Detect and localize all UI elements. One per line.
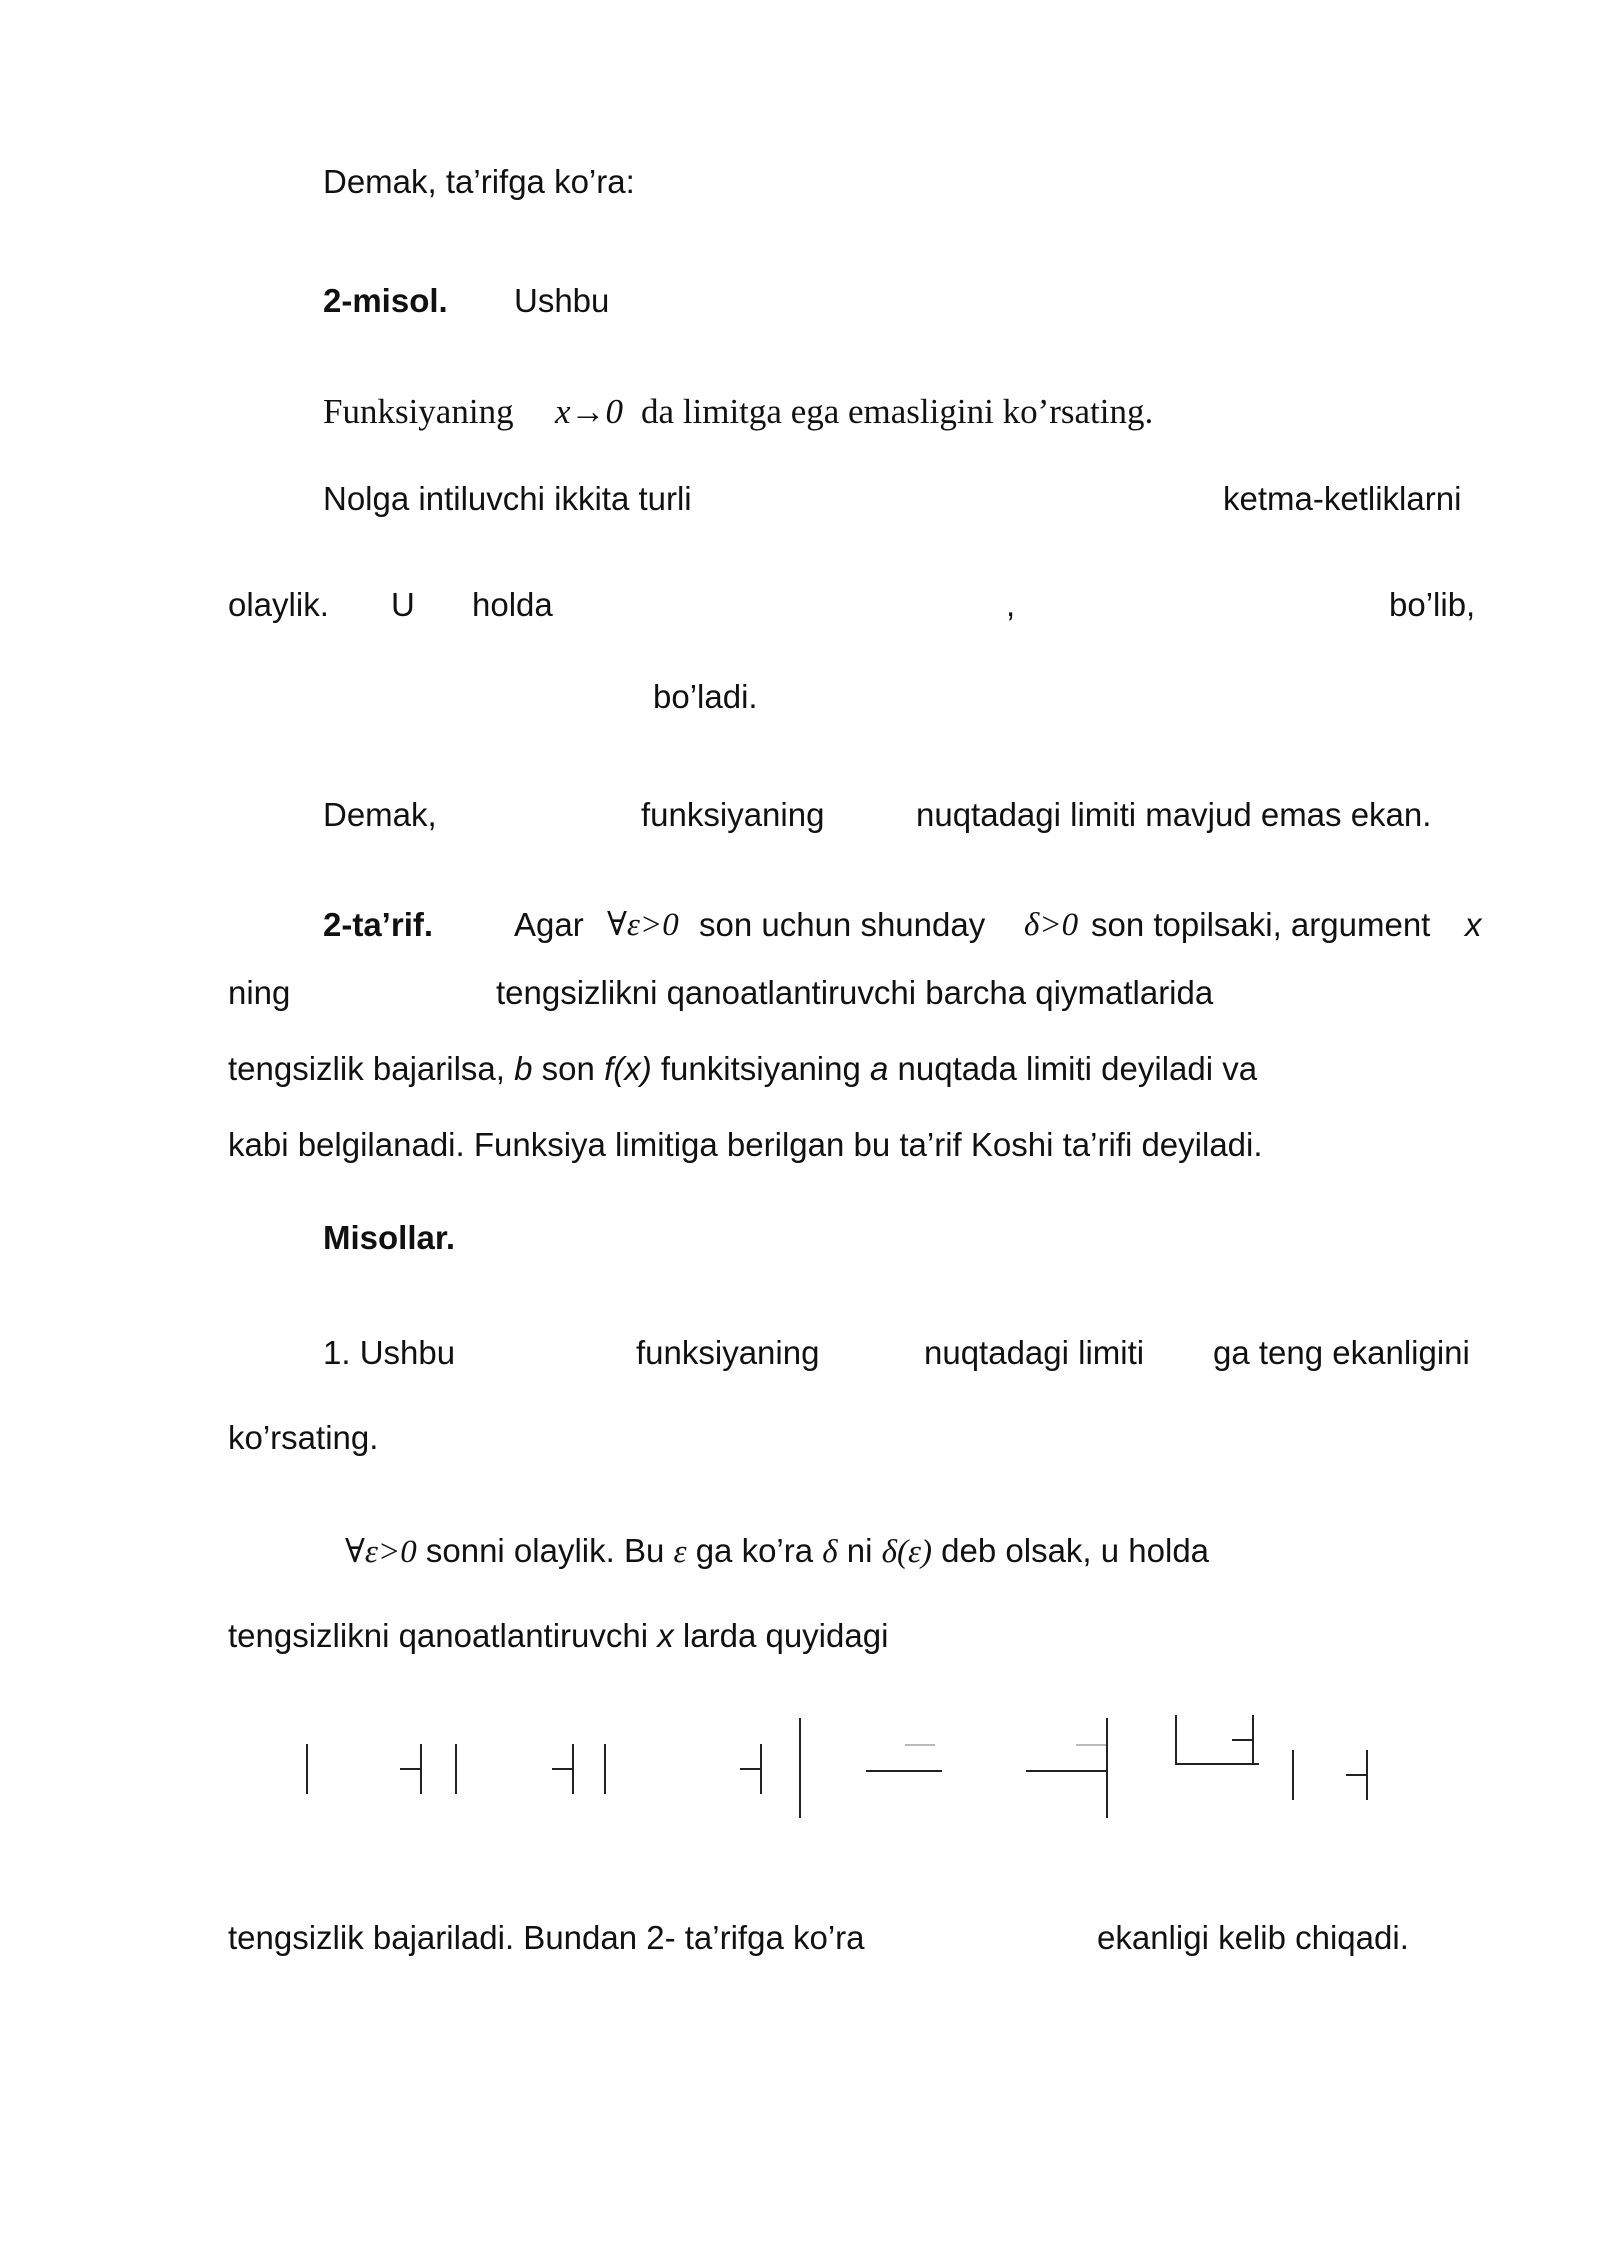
text-larda: larda quyidagi — [682, 1617, 889, 1654]
math-forall-eps-2: ∀ε>0 — [345, 1534, 417, 1570]
text-ga-kora: ga ko’ra — [695, 1532, 814, 1569]
line-ning: ning — [228, 974, 291, 1011]
text-bajarilsa: tengsizlik bajarilsa, — [228, 1050, 505, 1087]
var-b: b — [514, 1050, 533, 1087]
text-funkitsiyaning: funkitsiyaning — [660, 1050, 861, 1087]
line-tengsizlik-bajarilsa — [228, 1049, 1257, 1089]
math-delta: δ — [822, 1534, 838, 1570]
line-nolga-right: ketma-ketliklarni — [1223, 480, 1462, 517]
formula-bar — [799, 1718, 801, 1818]
line-bolib: bo’lib, — [1389, 586, 1476, 623]
example-2-text: Ushbu — [514, 282, 610, 319]
formula-bar — [604, 1744, 606, 1794]
ex1-funksiyaning: funksiyaning — [636, 1334, 820, 1371]
line-funksiyaning-2: funksiyaning — [641, 796, 825, 833]
math-eps: ε — [673, 1534, 687, 1570]
formula-fraction-line — [1076, 1744, 1106, 1746]
math-delta-pos: δ>0 — [1024, 907, 1079, 943]
line-sonni-olaylik — [345, 1531, 1209, 1572]
text-ni: ni — [846, 1532, 873, 1569]
formula-fraction-line — [866, 1770, 942, 1772]
formula-bar — [306, 1744, 308, 1794]
example-2-heading: 2-misol. — [323, 282, 448, 319]
formula-bar — [760, 1744, 762, 1794]
math-x-to-0: x→0 — [555, 392, 624, 431]
line-olaylik: olaylik. — [228, 586, 329, 623]
var-a: a — [870, 1050, 889, 1087]
text-son: son — [541, 1050, 595, 1087]
definition-2-heading: 2-ta’rif. — [323, 906, 434, 943]
line-tengsizlikni-qanoat — [228, 1616, 888, 1656]
line-demak: Demak, — [323, 796, 437, 833]
text-deb-olsak: deb olsak, u holda — [941, 1532, 1210, 1569]
line-nuqtadagi: nuqtadagi limiti mavjud emas ekan. — [916, 796, 1432, 833]
var-x-2: x — [657, 1617, 674, 1654]
math-x: x — [1465, 906, 1482, 943]
def-son-uchun: son uchun shunday — [699, 906, 986, 943]
text-nuqtada: nuqtada limiti deyiladi va — [897, 1050, 1258, 1087]
line-boladi: bo’ladi. — [653, 678, 758, 715]
line-funksiyaning: Funksiyaning — [323, 392, 514, 431]
formula-bar — [1175, 1715, 1177, 1765]
formula-bar — [1106, 1718, 1108, 1818]
ex1-ga-teng: ga teng ekanligini — [1213, 1334, 1470, 1371]
formula-root-line — [1175, 1763, 1259, 1765]
formula-bar — [1252, 1715, 1254, 1765]
math-forall-eps: ∀ε>0 — [607, 907, 679, 943]
line-korsating: ko’rsating. — [228, 1419, 379, 1456]
line-u: U — [391, 586, 415, 623]
formula-bar — [420, 1744, 422, 1794]
line-limit-text: da limitga ega emasligini ko’rsating. — [641, 392, 1154, 431]
formula-tick — [1346, 1774, 1366, 1776]
formula-bar — [1292, 1750, 1294, 1800]
formula-fraction-line — [1026, 1770, 1106, 1772]
formula-fraction-line — [905, 1744, 935, 1746]
ex1-ushbu: 1. Ushbu — [323, 1334, 456, 1371]
line-belgilanadi: kabi belgilanadi. Funksiya limitiga berilgan bu ta’rif Koshi ta’rifi deyiladi. — [228, 1126, 1263, 1163]
line-tengsizlikni: tengsizlikni qanoatlantiruvchi barcha qiymatlarida — [496, 974, 1214, 1011]
line-holda: holda — [472, 586, 553, 623]
formula-tick — [740, 1768, 760, 1770]
formula-bar — [572, 1744, 574, 1794]
line-kelib-chiqadi: ekanligi kelib chiqadi. — [1097, 1919, 1409, 1956]
ex1-nuqtadagi: nuqtadagi limiti — [924, 1334, 1145, 1371]
formula-tick — [400, 1768, 420, 1770]
formula-bar — [1366, 1750, 1368, 1800]
line-comma: , — [1006, 586, 1016, 623]
def-agar: Agar — [514, 906, 584, 943]
def-topilsaki: son topilsaki, argument — [1091, 906, 1431, 943]
paragraph-intro: Demak, ta’rifga ko’ra: — [323, 163, 635, 200]
text-sonni: sonni olaylik. Bu — [425, 1532, 665, 1569]
examples-heading: Misollar. — [323, 1219, 456, 1256]
formula-tick — [552, 1768, 572, 1770]
line-nolga-left: Nolga intiluvchi ikkita turli — [323, 480, 692, 517]
formula-bar — [455, 1744, 457, 1794]
math-delta-eps: δ(ε) — [881, 1534, 932, 1570]
expr-fx: f(x) — [604, 1050, 652, 1087]
formula-tick — [1232, 1739, 1252, 1741]
line-bajariladi: tengsizlik bajariladi. Bundan 2- ta’rifga ko’ra — [228, 1919, 865, 1956]
text-qanoatlantiruvchi: tengsizlikni qanoatlantiruvchi — [228, 1617, 649, 1654]
